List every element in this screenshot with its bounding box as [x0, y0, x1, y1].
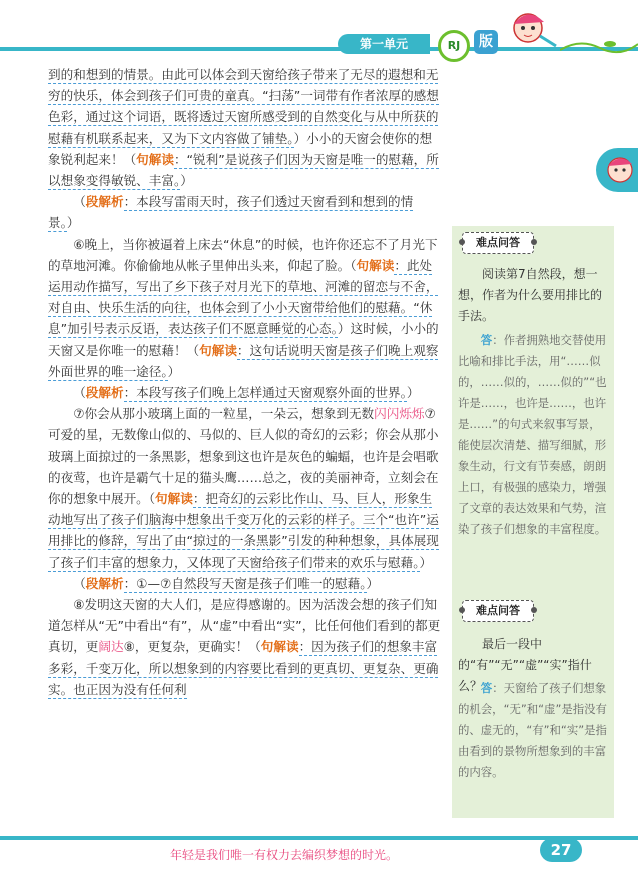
ban-badge: 版 — [474, 30, 498, 54]
answer-2-text: ：天窗给了孩子们想象的机会，“无”和“虚”是指没有的、虚无的，“有”和“实”是指由看到的景物所想象到的丰富的内容。 — [458, 681, 607, 779]
leaf-decoration-icon — [560, 36, 638, 56]
text-segment: ⑧发明这天窗的大人们，是应得感谢的。因为活泼会想的孩子们知道怎样从“无”中看出“有”，从“虚”中看出“实”，比任何他们看到的都更真切，更 — [48, 597, 441, 655]
question-tag-2: 难点问答 — [462, 600, 534, 622]
question-1-text: 阅读第7自然段，想一想，作者为什么要用排比的手法。 — [458, 267, 603, 323]
annotation-label: 句解读 — [356, 257, 395, 273]
question-2-text: 最后一段中的“有”“无”“虚”“实”指什么？ — [458, 637, 592, 693]
side-tab-mascot-icon — [596, 148, 638, 192]
paragraph-analysis — [48, 191, 442, 233]
annotation-label: 句解读 — [155, 491, 193, 507]
text-segment: ：“锐利”是说孩子们因为天窗是唯一的慰藉，所以想象变得敏锐、丰富。 — [48, 151, 439, 189]
question-1 — [458, 264, 608, 327]
text-segment: ：这句话说明天窗是孩子们晚上观察外面世界的唯一途径。 — [48, 342, 439, 379]
text-segment: （ — [73, 194, 86, 210]
text-segment: 阔达 — [98, 639, 124, 655]
text-segment: ⑧，更复杂，更确实！（ — [123, 639, 261, 655]
main-text — [48, 64, 442, 700]
paragraph-analysis — [48, 573, 442, 594]
text-segment: ）这时候，小小的天窗又是你唯一的慰藉！（ — [48, 321, 439, 358]
text-segment: ） — [66, 215, 80, 231]
text-segment: ⑦你会从那小玻璃上面的一粒星，一朵云，想象到无数 — [73, 406, 375, 422]
paragraph — [48, 594, 442, 700]
answer-1-text: ：作者拥熟地交替使用比喻和排比手法，用“……似的，……似的，……似的”“也许是……，也许是……，也许是……”的句式来叙事写景，能使层次清楚、描写细腻，形象生动，行文有节奏感，朗朗上口，有极强的感染力，增强了文章的表达效果和气势，渲染了孩子们想象的丰富程度。 — [458, 333, 607, 536]
page-number: 27 — [540, 838, 582, 862]
answer-1 — [458, 330, 608, 540]
page-header — [0, 0, 638, 60]
paragraph — [48, 403, 442, 573]
text-segment: ）小小的天窗会使你的想象锐利起来！（ — [48, 130, 433, 167]
text-segment: ：把奇幻的云彩比作山、马、巨人，形象生动地写出了孩子们脑海中想象出千变万化的云彩的样子。三个“也许”运用排比的修辞，写出了由“掠过的一条黑影”引发的种种想象，具体展现了孩子们丰富的想象力，又体现了天窗给孩子们带来的欢乐与慰藉。 — [48, 491, 439, 570]
paragraph — [48, 64, 442, 191]
footer-slogan: 年轻是我们唯一有权力去编织梦想的时光。 — [170, 848, 399, 862]
text-segment: ：①—⑦自然段写天窗是孩子们唯一的慰藉。 — [123, 575, 367, 591]
paragraph-analysis — [48, 382, 442, 403]
text-segment: 到的和想到的情景。由此可以体会到天窗给孩子带来了无尽的遐想和无穷的快乐，体会到孩子们可贵的童真。“扫荡”一词带有作者浓厚的感想色彩，通过这个词语，既将透过天窗所感受到的自然变化与从中所获的慰藉有机联系起来，又为下文内容做了铺垫。 — [48, 67, 439, 146]
text-segment: ⑦可爱的星，无数像山似的、马似的、巨人似的奇幻的云彩；你会从那小玻璃上面掠过的一条黑影，想象到这也许是灰色的蝙蝠，也许是会唱歌的夜莺，也许是霸气十足的猫头鹰……总之，夜的美丽神奇，立刻会在你的想象中展开。（ — [48, 406, 439, 507]
text-segment: ） — [180, 173, 193, 189]
annotation-label: 段解析 — [85, 385, 124, 401]
text-segment: ：本段写雷雨天时，孩子们透过天窗看到和想到的情景。 — [48, 194, 414, 231]
mascot-icon — [500, 6, 560, 56]
answer-1-label: 答 — [480, 333, 493, 347]
text-segment: ） — [406, 385, 420, 401]
paragraph — [48, 234, 442, 382]
annotation-label: 段解析 — [85, 575, 124, 591]
footer-line — [0, 836, 638, 840]
question-tag-1: 难点问答 — [462, 232, 534, 254]
text-segment: （ — [73, 575, 86, 591]
rj-logo-icon: RJ — [438, 30, 470, 62]
unit-label: 第一单元 — [338, 34, 430, 54]
text-segment: ） — [366, 575, 380, 591]
text-segment: 闪闪烁烁 — [374, 406, 425, 422]
text-segment: ：此处运用动作描写，写出了乡下孩子对月光下的草地、河滩的留恋与不舍，对自由、快乐生活的向往，也体会到了小小天窗带给他们的慰藉。“休息”加引号表示反语，表达孩子们不愿意睡觉的心态。 — [48, 257, 439, 337]
text-segment: （ — [73, 385, 86, 401]
annotation-label: 句解读 — [260, 639, 299, 655]
text-segment: ⑥晚上，当你被逼着上床去“休息”的时候，也许你还忘不了月光下的草地河滩。你偷偷地从帐子里伸出头来，仰起了脸。（ — [48, 236, 438, 273]
annotation-label: 句解读 — [199, 342, 237, 358]
text-segment: ） — [167, 363, 181, 379]
annotation-label: 段解析 — [85, 194, 124, 210]
text-segment: ） — [419, 554, 433, 570]
answer-2 — [458, 678, 608, 783]
annotation-label: 句解读 — [136, 151, 174, 167]
answer-2-label: 答 — [480, 681, 493, 695]
text-segment: ：本段写孩子们晚上怎样通过天窗观察外面的世界。 — [123, 385, 407, 401]
text-segment: ：因为孩子们的想象丰富多彩，千变万化，所以想象到的内容要比看到的更真切、更复杂、更确实。也正因为没有任何利 — [48, 639, 439, 697]
